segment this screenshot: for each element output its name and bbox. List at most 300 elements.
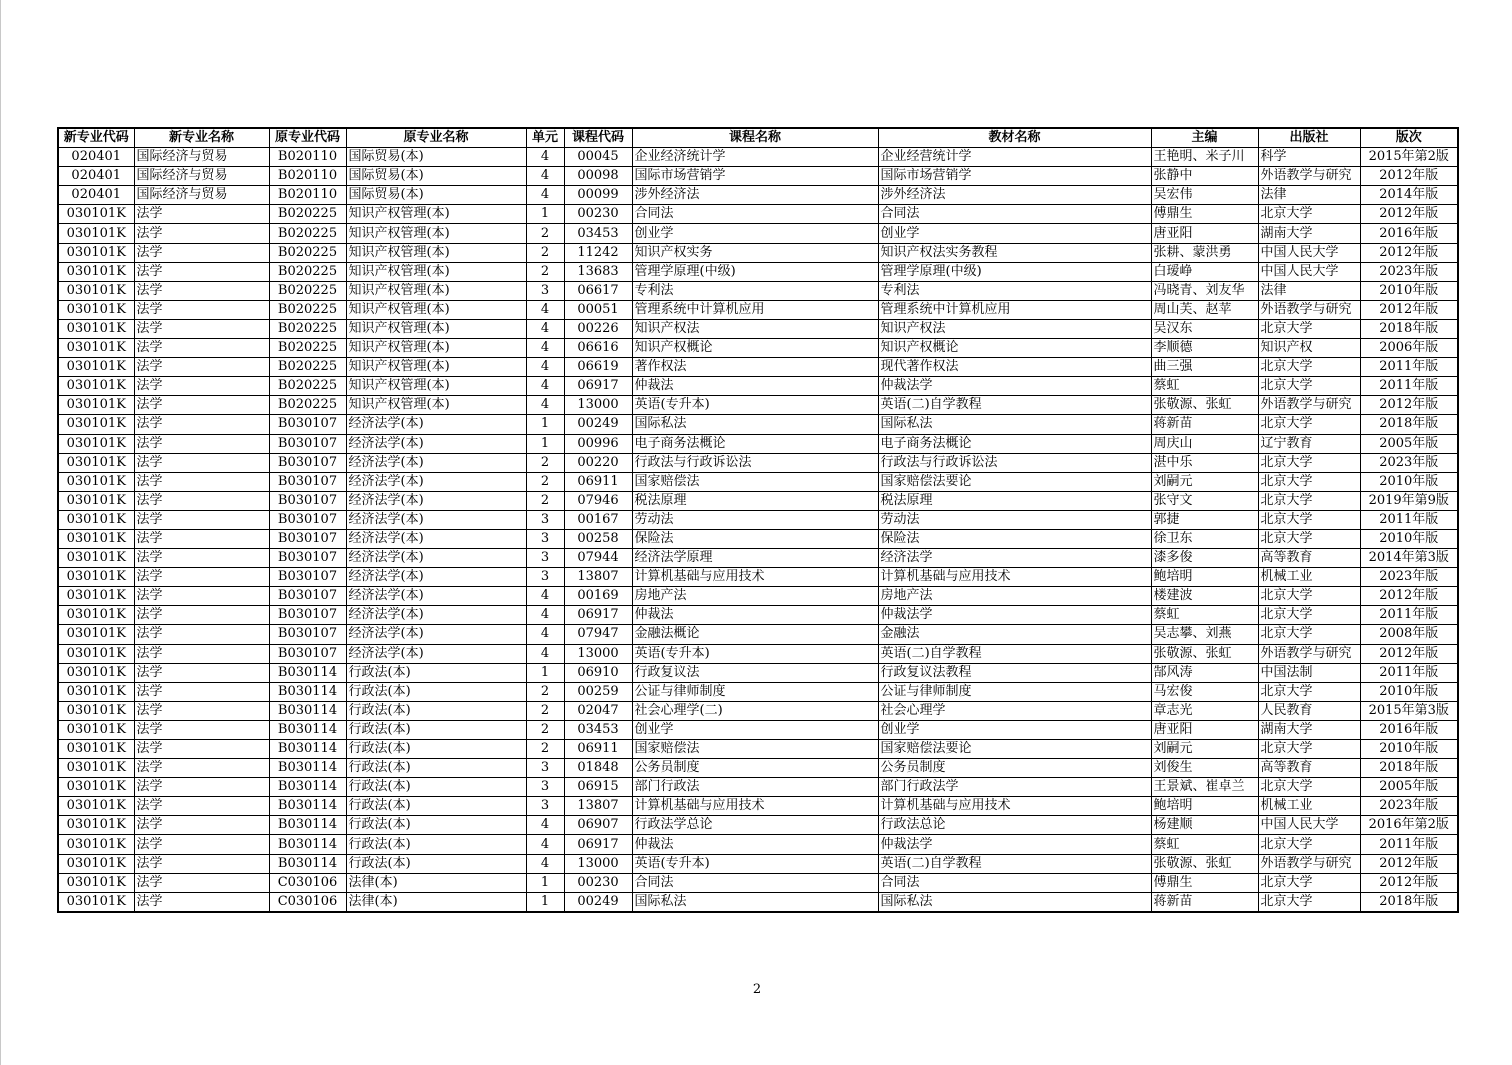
cell-new-major-name: 法学	[134, 510, 269, 529]
cell-editor: 唐亚阳	[1151, 720, 1258, 739]
cell-new-major-code: 030101K	[58, 892, 134, 912]
cell-old-major-code: B030114	[269, 663, 346, 682]
cell-publisher: 辽宁教育	[1258, 434, 1360, 453]
table-row	[58, 644, 1458, 663]
cell-new-major-code: 030101K	[58, 491, 134, 510]
cell-unit: 4	[526, 186, 564, 205]
cell-old-major-code: B020225	[269, 205, 346, 224]
cell-publisher: 外语教学与研究	[1258, 300, 1360, 319]
cell-new-major-name: 法学	[134, 816, 269, 835]
cell-course-name: 劳动法	[632, 510, 878, 529]
table-row	[58, 224, 1458, 243]
cell-new-major-name: 法学	[134, 224, 269, 243]
cell-course-code: 00230	[564, 205, 632, 224]
cell-course-code: 13000	[564, 854, 632, 873]
cell-editor: 曲三强	[1151, 358, 1258, 377]
cell-new-major-name: 国际经济与贸易	[134, 186, 269, 205]
cell-unit: 4	[526, 644, 564, 663]
cell-old-major-name: 行政法(本)	[346, 682, 526, 701]
cell-unit: 3	[526, 759, 564, 778]
cell-old-major-code: B020225	[269, 281, 346, 300]
cell-unit: 4	[526, 377, 564, 396]
cell-textbook-name: 涉外经济法	[878, 186, 1151, 205]
cell-unit: 3	[526, 797, 564, 816]
cell-new-major-code: 020401	[58, 167, 134, 186]
cell-course-code: 00051	[564, 300, 632, 319]
cell-unit: 4	[526, 300, 564, 319]
cell-new-major-name: 法学	[134, 587, 269, 606]
cell-old-major-code: B030114	[269, 835, 346, 854]
table-row	[58, 529, 1458, 548]
cell-editor: 吴志攀、刘燕	[1151, 625, 1258, 644]
cell-old-major-code: B020110	[269, 167, 346, 186]
cell-publisher: 湖南大学	[1258, 224, 1360, 243]
cell-course-code: 01848	[564, 759, 632, 778]
cell-editor: 湛中乐	[1151, 453, 1258, 472]
cell-course-name: 金融法概论	[632, 625, 878, 644]
cell-course-code: 07947	[564, 625, 632, 644]
cell-old-major-name: 行政法(本)	[346, 740, 526, 759]
cell-publisher: 北京大学	[1258, 873, 1360, 892]
cell-editor: 白瑷峥	[1151, 262, 1258, 281]
cell-course-name: 国家赔偿法	[632, 472, 878, 491]
cell-textbook-name: 部门行政法学	[878, 778, 1151, 797]
cell-new-major-name: 法学	[134, 644, 269, 663]
cell-unit: 4	[526, 358, 564, 377]
cell-old-major-code: B020110	[269, 186, 346, 205]
cell-old-major-name: 知识产权管理(本)	[346, 224, 526, 243]
cell-old-major-name: 知识产权管理(本)	[346, 377, 526, 396]
cell-old-major-name: 法律(本)	[346, 892, 526, 912]
cell-editor: 蔡虹	[1151, 835, 1258, 854]
cell-course-code: 06917	[564, 835, 632, 854]
cell-course-code: 07946	[564, 491, 632, 510]
cell-old-major-name: 经济法学(本)	[346, 510, 526, 529]
cell-new-major-name: 法学	[134, 205, 269, 224]
table-row	[58, 663, 1458, 682]
cell-course-name: 知识产权概论	[632, 339, 878, 358]
cell-editor: 张耕、蒙洪勇	[1151, 243, 1258, 262]
cell-edition: 2010年版	[1360, 682, 1458, 701]
cell-old-major-name: 经济法学(本)	[346, 529, 526, 548]
cell-textbook-name: 仲裁法学	[878, 835, 1151, 854]
cell-course-name: 国际私法	[632, 892, 878, 912]
cell-new-major-code: 030101K	[58, 434, 134, 453]
cell-edition: 2023年版	[1360, 568, 1458, 587]
cell-new-major-name: 法学	[134, 377, 269, 396]
cell-old-major-code: C030106	[269, 892, 346, 912]
cell-editor: 傅鼎生	[1151, 205, 1258, 224]
table-row	[58, 396, 1458, 415]
table-row	[58, 319, 1458, 338]
header-old-major-code: 原专业代码	[269, 128, 346, 148]
cell-editor: 鲍培明	[1151, 797, 1258, 816]
cell-old-major-code: B030107	[269, 644, 346, 663]
cell-course-code: 07944	[564, 549, 632, 568]
cell-course-name: 专利法	[632, 281, 878, 300]
cell-edition: 2012年版	[1360, 396, 1458, 415]
cell-textbook-name: 国际私法	[878, 892, 1151, 912]
cell-old-major-name: 国际贸易(本)	[346, 148, 526, 167]
cell-textbook-name: 经济法学	[878, 549, 1151, 568]
cell-new-major-name: 法学	[134, 568, 269, 587]
cell-unit: 2	[526, 740, 564, 759]
cell-course-code: 06907	[564, 816, 632, 835]
cell-textbook-name: 国际市场营销学	[878, 167, 1151, 186]
cell-unit: 3	[526, 568, 564, 587]
cell-old-major-code: B030107	[269, 453, 346, 472]
cell-new-major-name: 法学	[134, 358, 269, 377]
cell-textbook-name: 专利法	[878, 281, 1151, 300]
cell-edition: 2010年版	[1360, 472, 1458, 491]
cell-publisher: 北京大学	[1258, 491, 1360, 510]
table-header-row	[58, 128, 1458, 148]
cell-textbook-name: 保险法	[878, 529, 1151, 548]
table-row	[58, 205, 1458, 224]
cell-course-code: 13807	[564, 568, 632, 587]
header-editor: 主编	[1151, 128, 1258, 148]
cell-course-code: 00169	[564, 587, 632, 606]
cell-course-name: 管理学原理(中级)	[632, 262, 878, 281]
table-row	[58, 472, 1458, 491]
cell-publisher: 北京大学	[1258, 415, 1360, 434]
cell-old-major-name: 经济法学(本)	[346, 587, 526, 606]
cell-edition: 2015年第2版	[1360, 148, 1458, 167]
cell-publisher: 北京大学	[1258, 377, 1360, 396]
cell-course-name: 英语(专升本)	[632, 854, 878, 873]
cell-publisher: 外语教学与研究	[1258, 644, 1360, 663]
cell-new-major-name: 法学	[134, 491, 269, 510]
cell-unit: 1	[526, 434, 564, 453]
cell-old-major-name: 行政法(本)	[346, 701, 526, 720]
cell-textbook-name: 知识产权概论	[878, 339, 1151, 358]
cell-editor: 冯晓青、刘友华	[1151, 281, 1258, 300]
cell-edition: 2011年版	[1360, 510, 1458, 529]
cell-editor: 楼建波	[1151, 587, 1258, 606]
cell-course-name: 社会心理学(二)	[632, 701, 878, 720]
cell-editor: 王艳明、米子川	[1151, 148, 1258, 167]
cell-old-major-code: B020225	[269, 262, 346, 281]
cell-new-major-name: 法学	[134, 300, 269, 319]
cell-course-code: 13000	[564, 396, 632, 415]
cell-course-name: 国际市场营销学	[632, 167, 878, 186]
cell-course-name: 仲裁法	[632, 606, 878, 625]
cell-edition: 2016年版	[1360, 224, 1458, 243]
cell-new-major-code: 030101K	[58, 720, 134, 739]
cell-editor: 周山芙、赵苹	[1151, 300, 1258, 319]
cell-course-name: 管理系统中计算机应用	[632, 300, 878, 319]
cell-course-code: 00249	[564, 892, 632, 912]
cell-old-major-code: B030114	[269, 701, 346, 720]
cell-old-major-code: B020225	[269, 396, 346, 415]
cell-course-code: 06911	[564, 472, 632, 491]
cell-edition: 2018年版	[1360, 319, 1458, 338]
textbook-table	[57, 127, 1459, 913]
cell-new-major-code: 030101K	[58, 396, 134, 415]
cell-course-name: 涉外经济法	[632, 186, 878, 205]
cell-publisher: 北京大学	[1258, 358, 1360, 377]
cell-old-major-name: 经济法学(本)	[346, 472, 526, 491]
cell-editor: 蒋新苗	[1151, 415, 1258, 434]
cell-edition: 2010年版	[1360, 281, 1458, 300]
cell-unit: 3	[526, 281, 564, 300]
cell-old-major-name: 经济法学(本)	[346, 568, 526, 587]
table-row	[58, 587, 1458, 606]
cell-old-major-code: B020225	[269, 300, 346, 319]
cell-old-major-code: B030107	[269, 529, 346, 548]
cell-new-major-name: 法学	[134, 549, 269, 568]
table-row	[58, 262, 1458, 281]
cell-old-major-code: B030107	[269, 625, 346, 644]
cell-editor: 郭捷	[1151, 510, 1258, 529]
header-old-major-name: 原专业名称	[346, 128, 526, 148]
cell-course-name: 创业学	[632, 224, 878, 243]
cell-old-major-code: B030107	[269, 415, 346, 434]
cell-publisher: 北京大学	[1258, 453, 1360, 472]
cell-new-major-name: 法学	[134, 453, 269, 472]
table-row	[58, 835, 1458, 854]
cell-publisher: 外语教学与研究	[1258, 396, 1360, 415]
cell-course-name: 仲裁法	[632, 377, 878, 396]
table-row	[58, 415, 1458, 434]
cell-course-name: 国际私法	[632, 415, 878, 434]
cell-unit: 4	[526, 625, 564, 644]
header-course-name: 课程名称	[632, 128, 878, 148]
cell-course-code: 13000	[564, 644, 632, 663]
cell-textbook-name: 国际私法	[878, 415, 1151, 434]
table-row	[58, 892, 1458, 912]
cell-publisher: 中国人民大学	[1258, 262, 1360, 281]
cell-new-major-code: 030101K	[58, 873, 134, 892]
cell-course-code: 00045	[564, 148, 632, 167]
cell-old-major-code: B030107	[269, 510, 346, 529]
table-row	[58, 549, 1458, 568]
cell-publisher: 北京大学	[1258, 606, 1360, 625]
cell-new-major-code: 030101K	[58, 797, 134, 816]
cell-textbook-name: 管理系统中计算机应用	[878, 300, 1151, 319]
cell-unit: 3	[526, 510, 564, 529]
cell-editor: 蒋新苗	[1151, 892, 1258, 912]
cell-unit: 4	[526, 816, 564, 835]
table-row	[58, 606, 1458, 625]
cell-course-code: 06915	[564, 778, 632, 797]
cell-publisher: 北京大学	[1258, 892, 1360, 912]
table-row	[58, 281, 1458, 300]
cell-old-major-code: B020225	[269, 243, 346, 262]
cell-editor: 鲍培明	[1151, 568, 1258, 587]
cell-unit: 2	[526, 224, 564, 243]
cell-edition: 2012年版	[1360, 644, 1458, 663]
cell-old-major-name: 行政法(本)	[346, 663, 526, 682]
table-row	[58, 778, 1458, 797]
cell-unit: 4	[526, 319, 564, 338]
cell-textbook-name: 公务员制度	[878, 759, 1151, 778]
cell-edition: 2023年版	[1360, 262, 1458, 281]
cell-unit: 2	[526, 243, 564, 262]
cell-edition: 2012年版	[1360, 243, 1458, 262]
cell-new-major-code: 030101K	[58, 568, 134, 587]
cell-unit: 1	[526, 663, 564, 682]
cell-new-major-code: 030101K	[58, 644, 134, 663]
cell-course-code: 03453	[564, 224, 632, 243]
cell-course-code: 00249	[564, 415, 632, 434]
cell-old-major-code: B030114	[269, 740, 346, 759]
cell-editor: 张敬源、张虹	[1151, 644, 1258, 663]
cell-old-major-name: 知识产权管理(本)	[346, 319, 526, 338]
header-publisher: 出版社	[1258, 128, 1360, 148]
cell-editor: 王景斌、崔卓兰	[1151, 778, 1258, 797]
cell-unit: 2	[526, 682, 564, 701]
cell-editor: 蔡虹	[1151, 606, 1258, 625]
cell-textbook-name: 劳动法	[878, 510, 1151, 529]
cell-course-name: 创业学	[632, 720, 878, 739]
cell-new-major-code: 030101K	[58, 205, 134, 224]
cell-old-major-name: 知识产权管理(本)	[346, 339, 526, 358]
table-row	[58, 434, 1458, 453]
table-row	[58, 797, 1458, 816]
cell-edition: 2014年第3版	[1360, 549, 1458, 568]
cell-old-major-name: 知识产权管理(本)	[346, 262, 526, 281]
cell-old-major-name: 知识产权管理(本)	[346, 358, 526, 377]
page-number: 2	[752, 982, 762, 997]
cell-course-name: 著作权法	[632, 358, 878, 377]
cell-publisher: 法律	[1258, 281, 1360, 300]
cell-old-major-code: B020225	[269, 339, 346, 358]
cell-publisher: 机械工业	[1258, 568, 1360, 587]
cell-course-name: 税法原理	[632, 491, 878, 510]
cell-unit: 2	[526, 453, 564, 472]
cell-edition: 2018年版	[1360, 892, 1458, 912]
cell-course-name: 公证与律师制度	[632, 682, 878, 701]
cell-publisher: 外语教学与研究	[1258, 167, 1360, 186]
cell-new-major-code: 030101K	[58, 510, 134, 529]
cell-new-major-code: 030101K	[58, 549, 134, 568]
cell-course-code: 00220	[564, 453, 632, 472]
cell-old-major-name: 行政法(本)	[346, 816, 526, 835]
cell-publisher: 人民教育	[1258, 701, 1360, 720]
cell-new-major-name: 法学	[134, 682, 269, 701]
cell-old-major-code: B020225	[269, 358, 346, 377]
cell-old-major-name: 经济法学(本)	[346, 625, 526, 644]
cell-textbook-name: 现代著作权法	[878, 358, 1151, 377]
cell-editor: 漆多俊	[1151, 549, 1258, 568]
cell-course-code: 00230	[564, 873, 632, 892]
cell-new-major-code: 030101K	[58, 778, 134, 797]
cell-new-major-code: 030101K	[58, 415, 134, 434]
cell-edition: 2018年版	[1360, 759, 1458, 778]
cell-new-major-code: 030101K	[58, 625, 134, 644]
cell-new-major-name: 法学	[134, 243, 269, 262]
cell-course-name: 电子商务法概论	[632, 434, 878, 453]
cell-edition: 2023年版	[1360, 797, 1458, 816]
cell-textbook-name: 创业学	[878, 720, 1151, 739]
cell-new-major-code: 030101K	[58, 854, 134, 873]
cell-course-code: 00258	[564, 529, 632, 548]
cell-new-major-code: 020401	[58, 186, 134, 205]
cell-old-major-name: 知识产权管理(本)	[346, 300, 526, 319]
cell-new-major-name: 法学	[134, 720, 269, 739]
cell-new-major-code: 030101K	[58, 587, 134, 606]
cell-unit: 4	[526, 167, 564, 186]
cell-unit: 4	[526, 396, 564, 415]
cell-unit: 4	[526, 148, 564, 167]
cell-new-major-code: 030101K	[58, 300, 134, 319]
cell-edition: 2006年版	[1360, 339, 1458, 358]
cell-course-name: 仲裁法	[632, 835, 878, 854]
cell-publisher: 北京大学	[1258, 529, 1360, 548]
cell-course-code: 00167	[564, 510, 632, 529]
cell-course-name: 公务员制度	[632, 759, 878, 778]
cell-course-code: 03453	[564, 720, 632, 739]
cell-old-major-code: B030107	[269, 549, 346, 568]
cell-new-major-code: 030101K	[58, 224, 134, 243]
cell-old-major-code: B030114	[269, 759, 346, 778]
cell-edition: 2012年版	[1360, 300, 1458, 319]
cell-new-major-code: 030101K	[58, 606, 134, 625]
cell-editor: 傅鼎生	[1151, 873, 1258, 892]
cell-new-major-code: 030101K	[58, 358, 134, 377]
cell-textbook-name: 国家赔偿法要论	[878, 740, 1151, 759]
cell-unit: 2	[526, 720, 564, 739]
cell-old-major-name: 知识产权管理(本)	[346, 243, 526, 262]
cell-new-major-code: 030101K	[58, 281, 134, 300]
cell-course-name: 计算机基础与应用技术	[632, 797, 878, 816]
table-row	[58, 148, 1458, 167]
header-unit: 单元	[526, 128, 564, 148]
cell-editor: 刘嗣元	[1151, 472, 1258, 491]
cell-editor: 张敬源、张虹	[1151, 854, 1258, 873]
table-row	[58, 854, 1458, 873]
cell-unit: 1	[526, 892, 564, 912]
cell-publisher: 北京大学	[1258, 682, 1360, 701]
cell-editor: 刘俊生	[1151, 759, 1258, 778]
cell-publisher: 北京大学	[1258, 472, 1360, 491]
cell-course-code: 06616	[564, 339, 632, 358]
cell-edition: 2010年版	[1360, 740, 1458, 759]
cell-old-major-name: 知识产权管理(本)	[346, 205, 526, 224]
cell-editor: 吴宏伟	[1151, 186, 1258, 205]
cell-new-major-code: 030101K	[58, 529, 134, 548]
cell-new-major-name: 法学	[134, 797, 269, 816]
cell-new-major-name: 法学	[134, 529, 269, 548]
table-row	[58, 759, 1458, 778]
cell-textbook-name: 电子商务法概论	[878, 434, 1151, 453]
cell-textbook-name: 仲裁法学	[878, 377, 1151, 396]
cell-old-major-name: 行政法(本)	[346, 778, 526, 797]
cell-new-major-code: 030101K	[58, 243, 134, 262]
cell-new-major-name: 法学	[134, 319, 269, 338]
cell-new-major-code: 030101K	[58, 377, 134, 396]
cell-old-major-code: B030114	[269, 854, 346, 873]
cell-unit: 3	[526, 529, 564, 548]
cell-textbook-name: 管理学原理(中级)	[878, 262, 1151, 281]
cell-edition: 2012年版	[1360, 873, 1458, 892]
cell-editor: 周庆山	[1151, 434, 1258, 453]
cell-course-name: 知识产权实务	[632, 243, 878, 262]
cell-publisher: 北京大学	[1258, 778, 1360, 797]
cell-publisher: 北京大学	[1258, 625, 1360, 644]
cell-textbook-name: 知识产权法	[878, 319, 1151, 338]
cell-course-code: 06619	[564, 358, 632, 377]
cell-old-major-code: B030107	[269, 491, 346, 510]
cell-course-name: 合同法	[632, 205, 878, 224]
cell-old-major-name: 知识产权管理(本)	[346, 396, 526, 415]
table-row	[58, 491, 1458, 510]
cell-course-name: 部门行政法	[632, 778, 878, 797]
table-row	[58, 740, 1458, 759]
cell-unit: 2	[526, 701, 564, 720]
cell-editor: 蔡虹	[1151, 377, 1258, 396]
